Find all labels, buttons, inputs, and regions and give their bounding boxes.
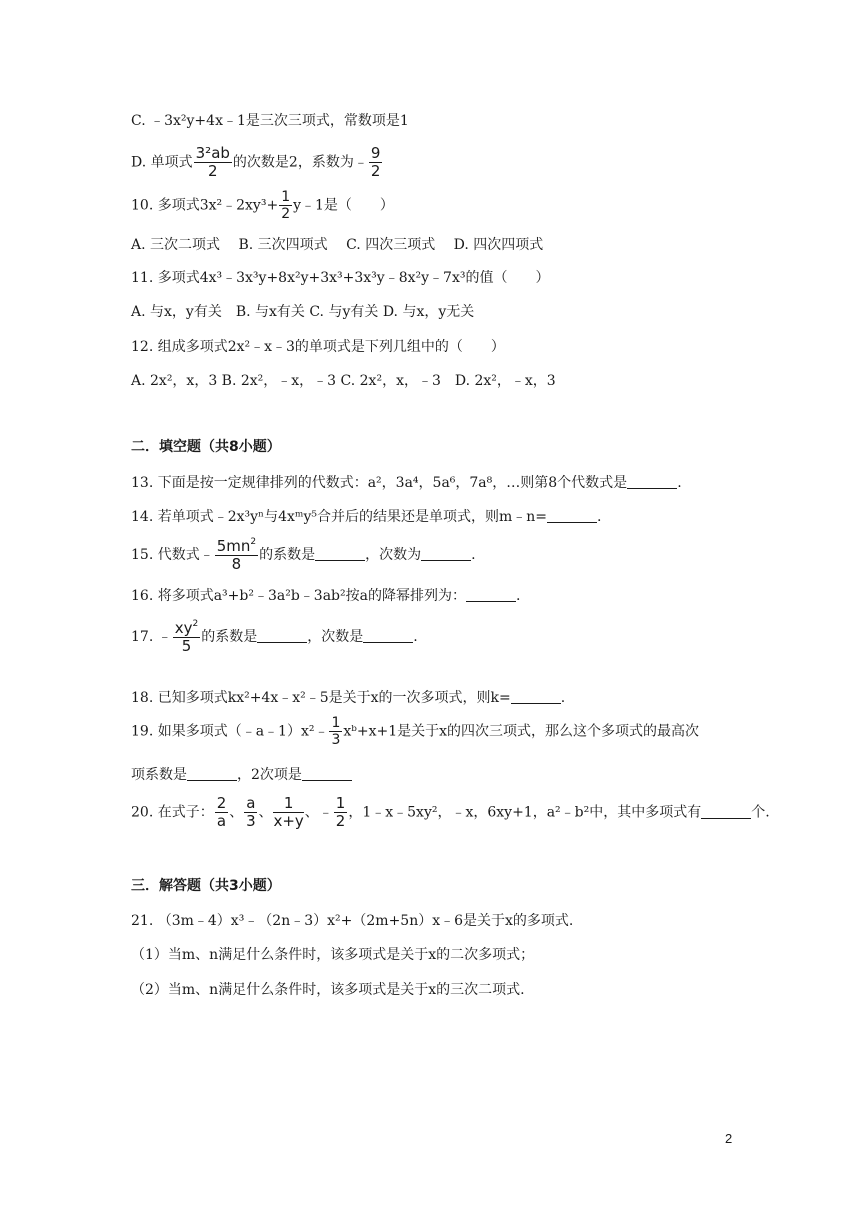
question-19-line2 (131, 768, 352, 782)
option-c: C. ﹣3x²y+4x﹣1是三次三项式，常数项是1 (131, 113, 409, 129)
fraction: $\frac{xy^2}{5}$ (174, 619, 199, 655)
q19-line2a: 项系数是 (131, 767, 187, 783)
question-20: 20. 在式子： $\frac{2}{a}$ 、 $\frac{a}{3}$ 、 $\frac{1}{x+y}$ 、﹣ $\frac{1}{2}$ ，1﹣x﹣5xy²，﹣x，6xy+1，a²﹣b²中，其中多项式有 个. (131, 794, 770, 830)
q16-text: 16. 将多项式a³+b²﹣3a²b﹣3ab²按a的降幂排列为： (131, 588, 466, 604)
q17-mid: 的系数是 (201, 629, 258, 645)
answer-blank (315, 548, 365, 561)
fraction: $\frac{1}{2}$ (281, 189, 291, 222)
question-14: 14. 若单项式﹣2x³yⁿ与4xᵐy⁵合并后的结果还是单项式，则m﹣n= . (131, 509, 602, 525)
section-3-heading: 三．解答题（共3小题） (131, 878, 281, 894)
answer-blank (187, 768, 237, 781)
question-21-part1: （1）当m、n满足什么条件时，该多项式是关于x的二次多项式； (131, 947, 535, 963)
question-15: 15. 代数式﹣ $\frac{5mn^2}{8}$ 的系数是 ，次数为 . (131, 537, 476, 573)
question-18: 18. 已知多项式kx²+4x﹣x²﹣5是关于x的一次多项式，则k= . (131, 690, 566, 706)
fraction: $\frac{9}{2}$ (370, 144, 381, 180)
question-13: 13. 下面是按一定规律排列的代数式：a²，3a⁴，5a⁶，7a⁸，…则第8个代数式是 . (131, 475, 682, 491)
q19-text: 19. 如果多项式（﹣a﹣1）x²﹣ (131, 723, 329, 740)
question-21: 21. （3m﹣4）x³﹣（2n﹣3）x²+（2m+5n）x﹣6是关于x的多项式. (131, 913, 574, 929)
question-10 (131, 190, 394, 221)
question-19 (131, 716, 699, 747)
fraction: $\frac{5mn^2}{8}$ (216, 537, 257, 573)
page-number: 2 (725, 1131, 733, 1146)
section-2-heading: 二．填空题（共8小题） (131, 439, 281, 455)
q19-post: xᵇ+x+1是关于x的四次三项式，那么这个多项式的最高次 (343, 723, 700, 740)
question-17: 17. ﹣ $\frac{xy^2}{5}$ 的系数是 ，次数是 . (131, 619, 418, 655)
option-d-text: D. 单项式 (131, 154, 193, 171)
answer-blank (421, 548, 471, 561)
question-12: 12. 组成多项式2x²﹣x﹣3的单项式是下列几组中的（ ） (131, 339, 505, 355)
q20-end: 个. (751, 804, 770, 821)
answer-blank (302, 768, 352, 781)
fraction: $\frac{\text{3²ab}}{2}$ (195, 144, 230, 180)
q10-post: y﹣1是（ ） (293, 197, 394, 214)
q15-post: ，次数为 (365, 547, 422, 563)
answer-blank (701, 806, 751, 819)
fraction: $\frac{a}{3}$ (246, 794, 256, 830)
answer-blank (363, 630, 413, 643)
question-11: 11. 多项式4x³﹣3x³y+8x²y+3x³+3x³y﹣8x²y﹣7x³的值（ ） (131, 270, 550, 286)
option-d-mid: 的次数是2，系数为 (232, 154, 354, 171)
q20-post: ，1﹣x﹣5xy²，﹣x，6xy+1，a²﹣b²中，其中多项式有 (348, 804, 702, 821)
answer-blank (466, 589, 516, 602)
q20-text: 20. 在式子： (131, 804, 214, 821)
q18-text: 18. 已知多项式kx²+4x﹣x²﹣5是关于x的一次多项式，则k= (131, 690, 511, 706)
q15-mid: 的系数是 (259, 547, 316, 563)
fraction: $\frac{2}{a}$ (216, 794, 227, 830)
q13-text: 13. 下面是按一定规律排列的代数式：a²，3a⁴，5a⁶，7a⁸，…则第8个代数式是 (131, 475, 628, 491)
q10-text: 10. 多项式3x²﹣2xy³+ (131, 197, 279, 214)
answer-blank (547, 510, 597, 523)
fraction: $\frac{1}{3}$ (331, 715, 341, 748)
q14-text: 14. 若单项式﹣2x³yⁿ与4xᵐy⁵合并后的结果还是单项式，则m﹣n= (131, 509, 548, 525)
option-d: D. 单项式 $\frac{\text{3²ab}}{2}$ 的次数是2，系数为﹣ $\frac{9}{2}$ (131, 144, 381, 180)
q17-post: ，次数是 (307, 629, 364, 645)
answer-blank (627, 476, 677, 489)
answer-blank (257, 630, 307, 643)
fraction: $\frac{1}{2}$ (335, 794, 346, 830)
question-11-options: A. 与x，y有关 B. 与x有关 C. 与y有关 D. 与x，y无关 (131, 304, 475, 320)
answer-blank (511, 691, 561, 704)
q17-text: 17. ﹣ (131, 629, 172, 645)
question-10-options: A. 三次二项式 B. 三次四项式 C. 四次三项式 D. 四次四项式 (131, 237, 544, 253)
q15-text: 15. 代数式﹣ (131, 547, 214, 563)
question-21-part2: （2）当m、n满足什么条件时，该多项式是关于x的三次二项式. (131, 982, 525, 998)
q19-line2b: ，2次项是 (237, 767, 302, 783)
fraction: $\frac{1}{x+y}$ (273, 794, 304, 830)
question-16: 16. 将多项式a³+b²﹣3a²b﹣3ab²按a的降幂排列为： . (131, 588, 521, 604)
question-12-options: A. 2x²，x，3 B. 2x²，﹣x，﹣3 C. 2x²，x，﹣3 D. 2x²，﹣x，3 (131, 373, 556, 389)
